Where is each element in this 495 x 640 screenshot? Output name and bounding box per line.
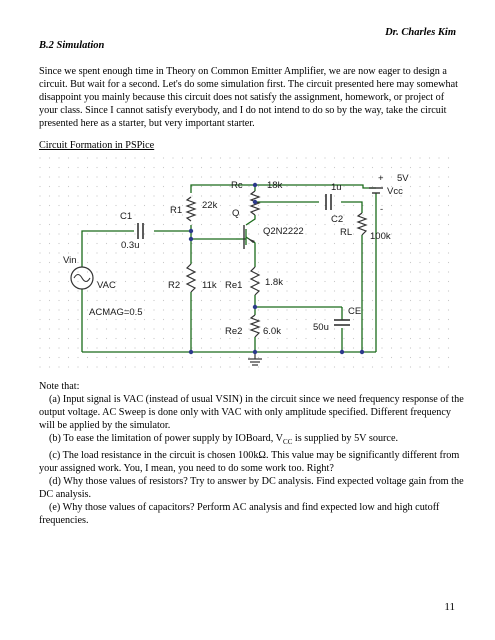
label-rl-value: 100k	[370, 231, 391, 242]
label-ce: CE	[348, 306, 362, 317]
label-rl: RL	[340, 227, 353, 238]
note-b-subscript: CC	[283, 438, 293, 447]
intro-paragraph: Since we spent enough time in Theory on Common Emitter Amplifier, we are now eager to design a circuit. But wait for a second. Let's do some simulation first. The circuit presented here may somewhat disappoint you mainly because this circuit does not satisfy the assignment, homework, or project of your class. Since I cannot satisfy everybody, and I do not intend to do so by the way, take the circuit presented here as a starter, but very important starter.	[39, 66, 458, 129]
label-c2-value: 1u	[331, 182, 342, 193]
note-d: (d) Why those values of resistors? Try to answer by DC analysis. Find expected voltage gain from the DC analysis.	[39, 476, 464, 501]
note-c: (c) The load resistance in the circuit is chosen 100kΩ. This value may be significantly different from your assigned work. You, I mean, you need to do some work too. Right?	[39, 450, 460, 475]
schematic-svg	[39, 157, 455, 375]
label-vcc: Vcc	[387, 186, 403, 197]
label-minus: -	[380, 204, 384, 215]
author-name: Dr. Charles Kim	[385, 27, 456, 38]
circuit-schematic	[39, 157, 455, 375]
label-c2: C2	[331, 214, 344, 225]
label-vin: Vin	[63, 255, 77, 266]
label-vac: VAC	[97, 280, 116, 291]
label-acmag: ACMAG=0.5	[89, 307, 143, 318]
page-number: 11	[444, 601, 455, 613]
note-a: (a) Input signal is VAC (instead of usual VSIN) in the circuit since we need frequency response of the output voltage. AC Sweep is done only with VAC with only amplitude specified. Different frequency will be applied by the simulator.	[39, 394, 464, 431]
label-plus: +	[378, 173, 384, 184]
note-b-suffix: is supplied by 5V source.	[292, 433, 399, 444]
label-re1: Re1	[225, 280, 243, 291]
label-c1: C1	[120, 211, 133, 222]
label-r2-value: 11k	[202, 280, 217, 291]
label-rc-value: 18k	[267, 180, 283, 191]
note-b	[39, 432, 464, 449]
label-rc: Rc	[231, 180, 243, 191]
label-ce-value: 50u	[313, 322, 329, 333]
label-vcc-value: 5V	[397, 173, 409, 184]
section-title: B.2 Simulation	[39, 40, 105, 51]
label-c1-value: 0.3u	[121, 240, 140, 251]
label-q: Q	[232, 208, 240, 219]
label-re2-value: 6.0k	[263, 326, 281, 337]
label-re2: Re2	[225, 326, 243, 337]
notes-section	[39, 380, 464, 527]
label-re1-value: 1.8k	[265, 277, 283, 288]
label-r1: R1	[170, 205, 183, 216]
note-b-prefix: (b) To ease the limitation of power supply by IOBoard, V	[49, 433, 284, 444]
note-e: (e) Why those values of capacitors? Perform AC analysis and find expected low and high cutoff frequencies.	[39, 502, 440, 527]
label-r2: R2	[168, 280, 181, 291]
label-r1-value: 22k	[202, 200, 218, 211]
notes-title: Note that:	[39, 381, 80, 392]
circuit-heading: Circuit Formation in PSPice	[39, 140, 155, 151]
label-q-model: Q2N2222	[263, 226, 304, 237]
